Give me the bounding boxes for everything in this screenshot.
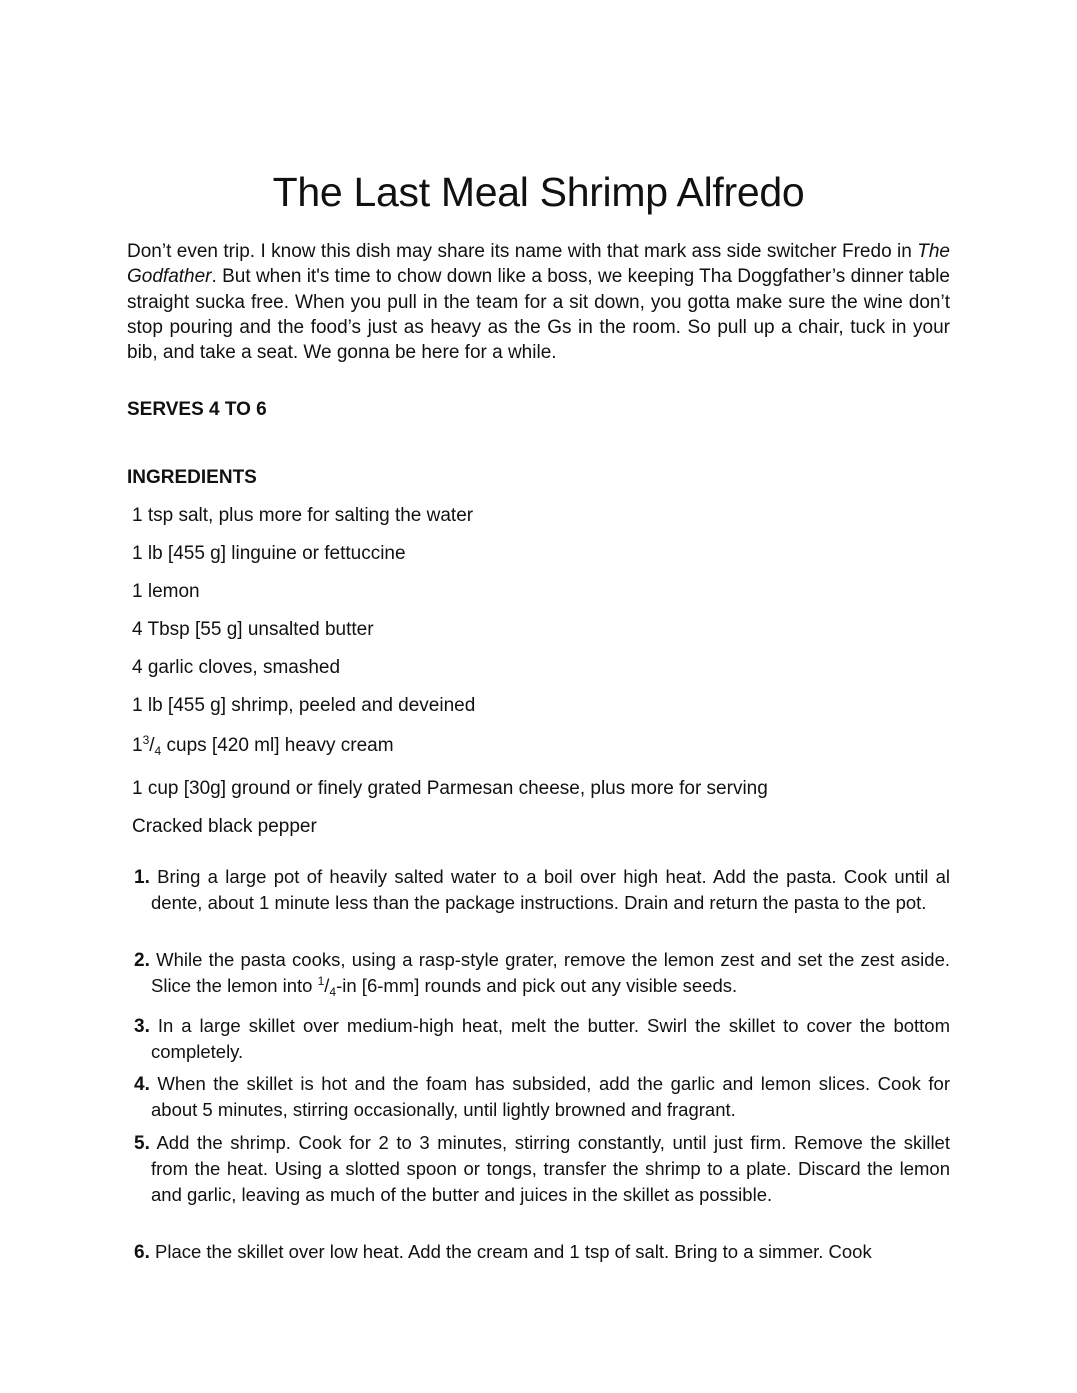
instruction-step (134, 864, 950, 916)
ingredient-item: 1 lb [455 g] linguine or fettuccine (132, 543, 406, 564)
step-text: Bring a large pot of heavily salted water to a boil over high heat. Add the pasta. Cook until al dente, about 1 minute less than the package instructions. Drain and return the pasta to the pot. (151, 866, 950, 914)
instruction-step (134, 1239, 950, 1265)
step-number: 2. (134, 950, 150, 971)
ingredient-item: 1 cup [30g] ground or finely grated Parmesan cheese, plus more for serving (132, 778, 768, 799)
ingredient-item: 4 garlic cloves, smashed (132, 657, 341, 678)
step-text: When the skillet is hot and the foam has subsided, add the garlic and lemon slices. Cook for about 5 minutes, stirring occasionally, until lightly browned and fragrant. (151, 1073, 950, 1121)
step-text: In a large skillet over medium-high heat, melt the butter. Swirl the skillet to cover the bottom completely. (151, 1015, 951, 1063)
ingredient-item: 4 Tbsp [55 g] unsalted butter (132, 619, 374, 640)
instruction-step: 2. While the pasta cooks, using a rasp-style grater, remove the lemon zest and set the zest aside. Slice the lemon into $^1/_4-in$ [6-mm] rounds and pick out any visible seeds. (134, 949, 951, 1000)
instruction-step (134, 1130, 950, 1207)
step-text: Place the skillet over low heat. Add the cream and 1 tsp of salt. Bring to a simmer. Cook (155, 1241, 872, 1262)
fraction-denominator: 4 (154, 744, 162, 758)
step-text-end: -in [6-mm] rounds and pick out any visible seeds. (336, 975, 738, 997)
ingredient-item: $1^3/_4$ cups [420 ml] heavy cream (132, 733, 394, 758)
recipe-title: The Last Meal Shrimp Alfredo (272, 169, 805, 215)
step-number: 5. (134, 1133, 150, 1154)
ingredient-item: 1 lemon (132, 581, 200, 602)
fraction-denominator: 4 (329, 985, 337, 1000)
step-number: 3. (134, 1016, 150, 1037)
ingredient-text: cups [420 ml] heavy cream (161, 735, 394, 756)
instruction-step (134, 1013, 950, 1065)
intro-text-end: . But when it's time to chow down like a boss, we keeping Tha Doggfather’s dinner table straight sucka free. When you pull in the team for a sit down, you gotta make sure the wine don’t stop pouring and the food’s just as heavy as the Gs in the room. So pull up a chair, tuck in your bib, and take a seat. We gonna be here for a while. (127, 266, 950, 364)
fraction-numerator: 3 (142, 733, 150, 747)
step-number: 4. (134, 1074, 150, 1095)
step-text: Add the shrimp. Cook for 2 to 3 minutes, stirring constantly, until just firm. Remove the skillet from the heat. Using a slotted spoon or tongs, transfer the shrimp to a plate. Discard the lemon and garlic, leaving as much of the butter and juices in the skillet as possible. (151, 1132, 950, 1205)
intro-italic-title: The Godfather (127, 241, 950, 288)
step-number: 1. (134, 867, 150, 888)
fraction-whole: 1 (132, 735, 143, 756)
ingredient-item: 1 tsp salt, plus more for salting the water (132, 505, 474, 526)
intro-text-start: Don’t even trip. I know this dish may share its name with that mark ass side switcher Fredo in (127, 241, 918, 262)
step-number: 6. (134, 1242, 150, 1263)
fraction-numerator: 1 (317, 974, 325, 989)
ingredient-item: 1 lb [455 g] shrimp, peeled and deveined (132, 695, 476, 716)
servings-label: SERVES 4 TO 6 (127, 399, 267, 420)
ingredients-heading: INGREDIENTS (127, 467, 257, 488)
step-text: While the pasta cooks, using a rasp-style grater, remove the lemon zest and set the zest aside. Slice the lemon into (151, 949, 951, 997)
ingredient-item: Cracked black pepper (132, 816, 317, 837)
intro-paragraph (127, 239, 950, 365)
instruction-step (134, 1071, 950, 1123)
